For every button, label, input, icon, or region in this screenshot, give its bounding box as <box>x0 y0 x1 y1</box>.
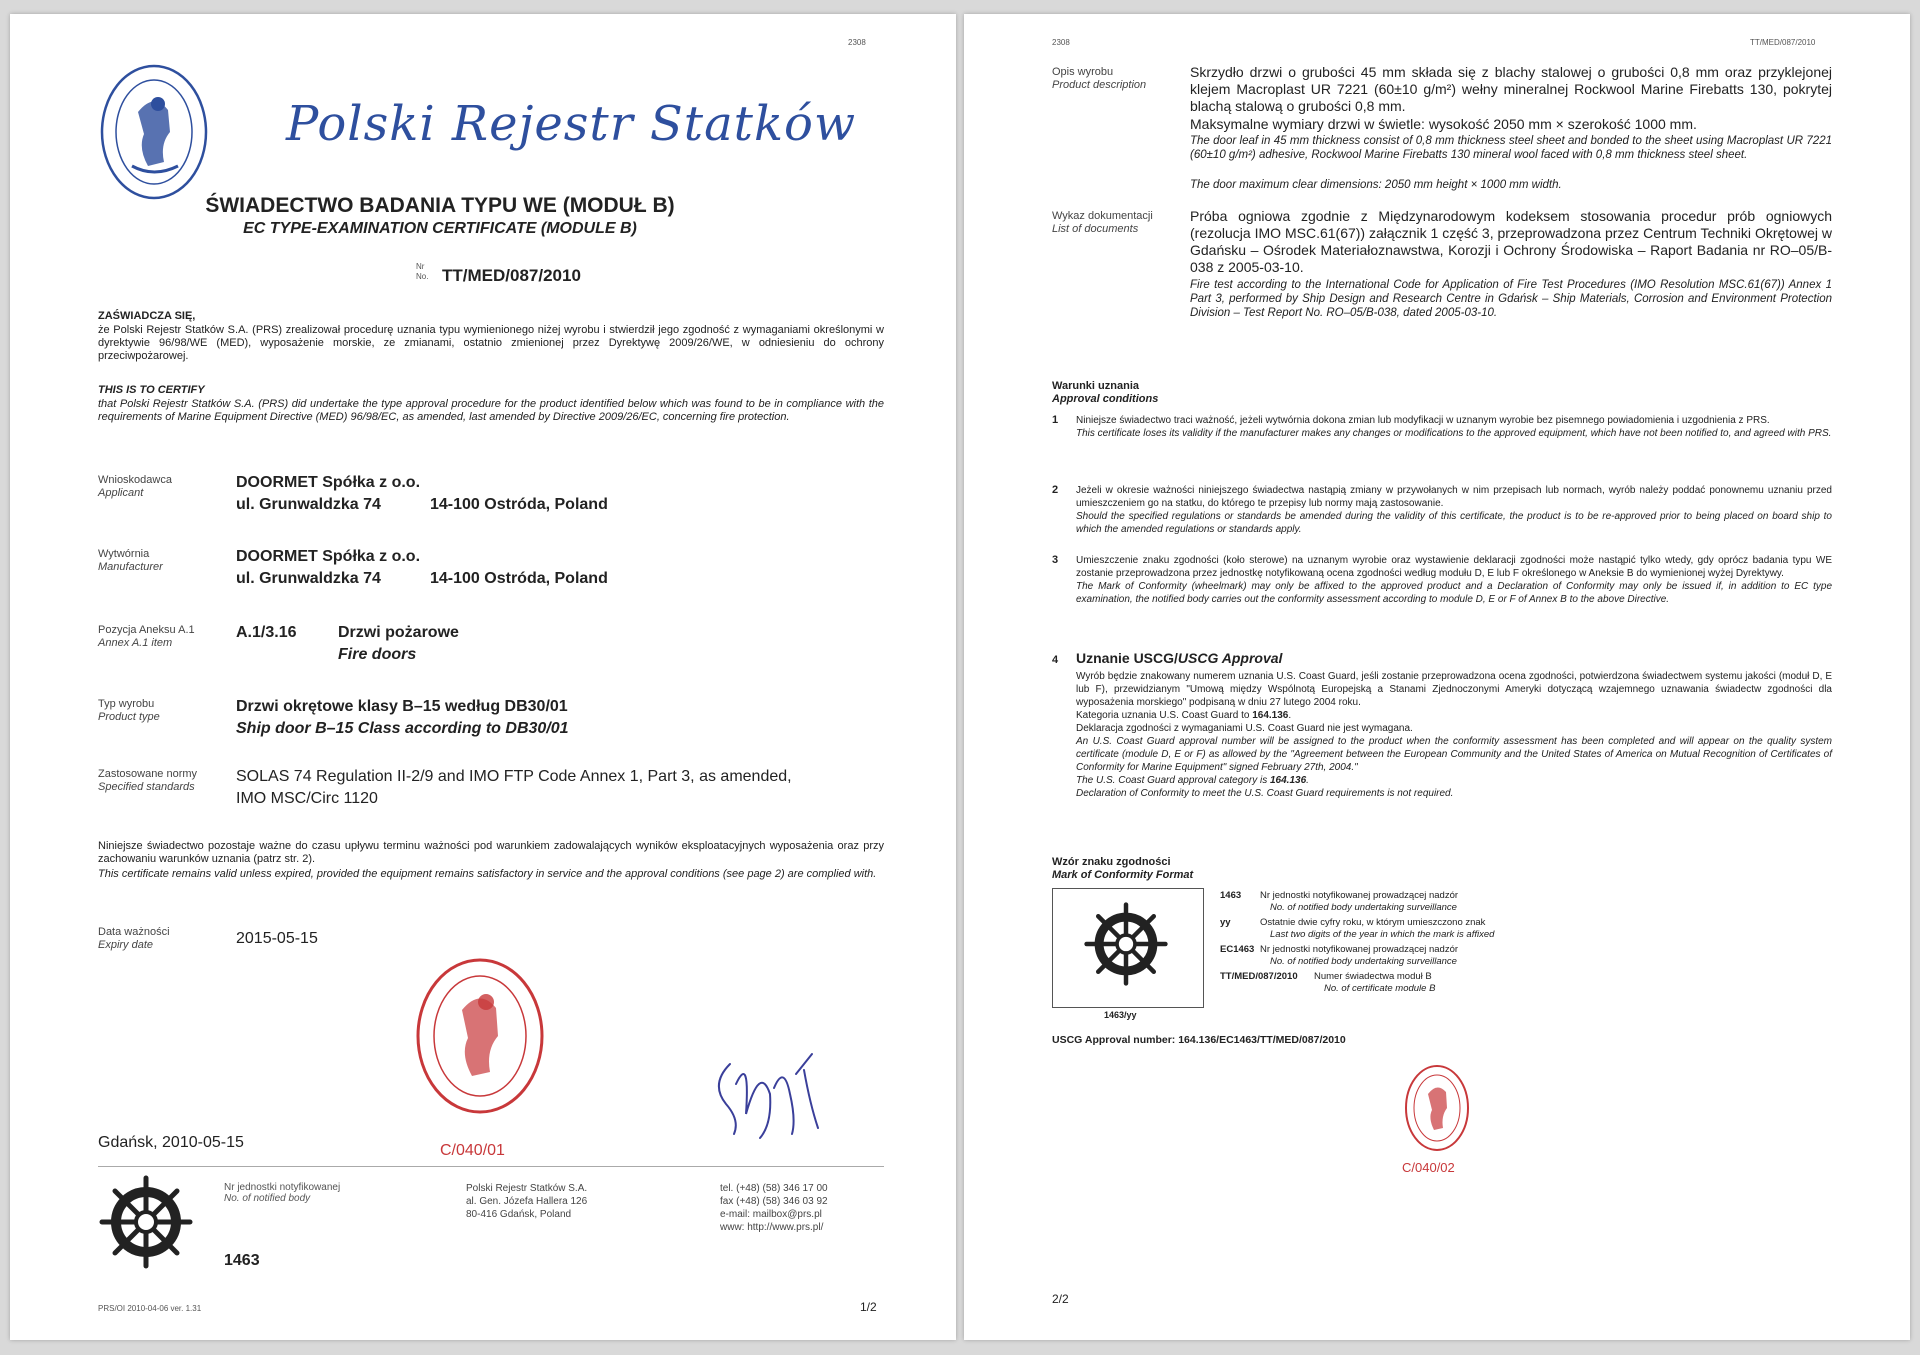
prs-seal-logo <box>98 62 210 202</box>
description-pl: Skrzydło drzwi o grubości 45 mm składa się z blachy stalowej o grubości 0,8 mm oraz przyklejonej klejem Macroplast UR 7221 (60±10 g/m²) wełny mineralnej Rockwool Marine Firebatts 130, pokrytej blachą stalową o grubości 0,8 mm. <box>1190 64 1832 114</box>
validity-pl: Niniejsze świadectwo pozostaje ważne do czasu upływu terminu ważności pod warunkiem zadowalających wyników eksploatacyjnych wyposażenia oraz przy zachowaniu warunków uznania (patrz str. 2). <box>98 840 884 865</box>
certify-en-text: that Polski Rejestr Statków S.A. (PRS) did undertake the type approval procedure for the product identified below which was found to be in compliance with the requirements of Marine Equipment Directive (MED) 96/98/EC, as amended, last amended by Directive 2009/26/EC, concerning fire protection. <box>98 398 884 423</box>
website-link[interactable]: www: http://www.prs.pl/ <box>720 1222 824 1233</box>
uscg-approval-number: USCG Approval number: 164.136/EC1463/TT/MED/087/2010 <box>1052 1034 1346 1046</box>
manufacturer-name: DOORMET Spółka z o.o. <box>236 548 421 565</box>
condition-1: Niniejsze świadectwo traci ważność, jeżeli wytwórnia dokona zmian lub modyfikacji w uznanym wyrobie bez pisemnego powiadomienia i uzgodnienia z PRS. This certificate loses its validity if the manufacturer makes any changes or modifications to the approved equipment, which have not been notified to, and agreed with PRS. <box>1076 415 1832 439</box>
product-type-label: Typ wyrobu Product type <box>98 698 160 723</box>
condition-2: Jeżeli w okresie ważności niniejszego świadectwa nastąpią zmiany w przywołanych w nim przepisach lub normach, wyrób należy poddać ponownemu uznaniu przed umieszczeniem go na statku, do którego te przepisy lub normy mają zastosowanie. Should the specified regulations or standards be amended during the validity of this certificate, the product is to be re-approved prior to being placed on board ship to which the amended regulations or standards apply. <box>1076 485 1832 535</box>
org-name-logotype: Polski Rejestr Statków <box>286 96 857 152</box>
certify-pl-heading: ZAŚWIADCZA SIĘ, <box>98 310 196 322</box>
expiry-label: Data ważności Expiry date <box>98 926 170 951</box>
standards-label: Zastosowane normy Specified standards <box>98 768 198 793</box>
wheelmark-icon <box>1083 901 1169 987</box>
uscg-text: Wyrób będzie znakowany numerem uznania U.S. Coast Guard, jeśli zostanie przeprowadzona ocena zgodności, potwierdzona świadectwem systemu jakości (moduł D, E lub F), przewidzianym "Umową między Wspólnotą Europejską a Stanami Zjednoczonymi Ameryki dotyczącą wzajemnego uznawania świadectw zgodności dla wyposażenia morskiego" podpisaną w dniu 27 lutego 2004 roku. Kategoria uznania U.S. Coast Guard to 164.136. Deklaracja zgodności z wymaganiami U.S. Coast Guard nie jest wymagana. An U.S. Coast Guard approval number will be assigned to the product when the conformity assessment has been completed and will appear on the quality system certificate (module D, E or F) as allowed by the "Agreement between the European Community and the United States of America on Mutual Recognition of Certificates of Conformity for Marine Equipment" signed February 27th, 2004." The U.S. Coast Guard approval category is 164.136. Declaration of Conformity to meet the U.S. Coast Guard requirements is not required. <box>1076 671 1832 799</box>
standards-line1: SOLAS 74 Regulation II-2/9 and IMO FTP Code Annex 1, Part 3, as amended, <box>236 768 792 785</box>
certify-en-heading: THIS IS TO CERTIFY <box>98 384 205 396</box>
notified-body-label: Nr jednostki notyfikowanej No. of notified body <box>224 1182 341 1204</box>
description-dims-pl: Maksymalne wymiary drzwi w świetle: wysokość 2050 mm × szerokość 1000 mm. <box>1190 116 1697 132</box>
title-en: EC TYPE-EXAMINATION CERTIFICATE (MODULE B) <box>243 220 637 237</box>
corner-code: 2308 <box>848 38 866 47</box>
condition-3: Umieszczenie znaku zgodności (koło sterowe) na uznanym wyrobie oraz wystawienie deklaracji zgodności może nastąpić tylko wtedy, gdy oprócz badania typu WE zostanie przeprowadzona przez jednostkę notyfikowaną ocena zgodności według modułu D, E lub F określonego w Aneksie B do wymienionej wyżej Dyrektywy. The Mark of Conformity (wheelmark) may only be affixed to the approved product and a Declaration of Conformity may only be issued if, in addition to EC type examination, the notified body carries out the conformity assessment according to module D, E or F of Annex B to the above Directive. <box>1076 555 1832 605</box>
signature <box>700 1024 840 1144</box>
applicant-city: 14-100 Ostróda, Poland <box>430 496 608 513</box>
annex-name-pl: Drzwi pożarowe <box>338 624 459 641</box>
product-type-en: Ship door B–15 Class according to DB30/01 <box>236 720 569 737</box>
applicant-label: Wnioskodawca Applicant <box>98 474 172 499</box>
documents-en: Fire test according to the International Code for Application of Fire Test Procedures (IMO Resolution MSC.61(67)) Annex 1 Part 3, performed by Ship Design and Research Centre in Gdańsk – Ship Materials, Corrosion and Environment Protection Division – Test Report No. RO–05/B-038, dated 2005-03-10. <box>1190 279 1832 319</box>
no-label: No. <box>416 272 429 281</box>
condition-2-number: 2 <box>1052 484 1059 496</box>
mark-caption: 1463/yy <box>1104 1010 1137 1020</box>
prs-contacts <box>720 1182 828 1234</box>
title-pl: ŚWIADECTWO BADANIA TYPU WE (MODUŁ B) <box>205 194 675 217</box>
place-date: Gdańsk, 2010-05-15 <box>98 1134 244 1151</box>
footer-divider <box>98 1166 884 1167</box>
cert-no-label <box>416 262 428 282</box>
wheelmark-icon <box>98 1174 194 1270</box>
page-number-2: 2/2 <box>1052 1292 1069 1306</box>
condition-4-number: 4 <box>1052 654 1059 666</box>
fax: fax (+48) (58) 346 03 92 <box>720 1196 828 1207</box>
condition-3-number: 3 <box>1052 554 1059 566</box>
documents-label: Wykaz dokumentacji List of documents <box>1052 210 1153 235</box>
certificate-page-1 <box>10 14 956 1340</box>
condition-1-number: 1 <box>1052 414 1059 426</box>
form-version: PRS/OI 2010-04-06 ver. 1.31 <box>98 1304 202 1313</box>
manufacturer-street: ul. Grunwaldzka 74 <box>236 570 381 587</box>
stamp-code: C/040/01 <box>440 1142 505 1159</box>
description-en: The door leaf in 45 mm thickness consist of 0,8 mm thickness steel sheet and bonded to the sheet using Macroplast UR 7221 (60±10 g/m²) adhesive, Rockwool Marine Firebatts 130 mineral wool faced with 0,8 mm thickness steel sheet. <box>1190 135 1832 161</box>
cert-number: TT/MED/087/2010 <box>442 266 581 285</box>
annex-name-en: Fire doors <box>338 646 417 663</box>
prs-red-stamp-small <box>1402 1062 1472 1154</box>
mark-format-box <box>1052 888 1204 1008</box>
stamp-code-2: C/040/02 <box>1402 1160 1455 1175</box>
notified-body-number: 1463 <box>224 1252 260 1269</box>
documents-pl: Próba ogniowa zgodnie z Międzynarodowym kodeksem stosowania procedur prób ogniowych (rezolucja IMO MSC.61(67)) załącznik 1 część 3, przeprowadzona przez Centrum Techniki Okrętowej w Gdańsku – Ośrodek Materiałoznawstwa, Korozji i Ochrony Środowiska – Raport Badania nr RO–05/B-038 z 2005-03-10. <box>1190 208 1832 275</box>
applicant-name: DOORMET Spółka z o.o. <box>236 474 421 491</box>
prs-address: Polski Rejestr Statków S.A. al. Gen. Józefa Hallera 126 80-416 Gdańsk, Poland <box>466 1183 588 1220</box>
annex-label: Pozycja Aneksu A.1 Annex A.1 item <box>98 624 195 649</box>
prs-red-stamp <box>410 954 550 1118</box>
conditions-heading: Warunki uznania Approval conditions <box>1052 380 1159 405</box>
product-type-pl: Drzwi okrętowe klasy B–15 według DB30/01 <box>236 698 568 715</box>
certificate-page-2 <box>964 14 1910 1340</box>
mark-legend: 1463 Nr jednostki notyfikowanej prowadzącej nadzór No. of notified body undertaking surveillance yy Ostatnie dwie cyfry roku, w którym umieszczono znak Last two digits of the year in which the mark is affixed EC1463 Nr jednostki notyfikowanej prowadzącej nadzór No. of notified body undertaking surveillance TT/MED/087/2010 Numer świadectwa moduł B No. of certificate module B <box>1220 890 1495 994</box>
uscg-heading: Uznanie USCG/USCG Approval <box>1076 650 1283 666</box>
email-link[interactable]: e-mail: mailbox@prs.pl <box>720 1209 822 1220</box>
applicant-street: ul. Grunwaldzka 74 <box>236 496 381 513</box>
description-label: Opis wyrobu Product description <box>1052 66 1147 91</box>
manufacturer-city: 14-100 Ostróda, Poland <box>430 570 608 587</box>
page-number: 1/2 <box>860 1300 877 1314</box>
corner-code-right: TT/MED/087/2010 <box>1750 38 1816 47</box>
nr-label: Nr <box>416 262 425 271</box>
annex-code: A.1/3.16 <box>236 624 297 641</box>
certify-pl-text: że Polski Rejestr Statków S.A. (PRS) zrealizował procedurę uznania typu wymienionego niżej wyrobu i stwierdził jego zgodność z wymaganiami określonymi w dyrektywie 96/98/WE (MED), wyposażenie morskie, ze zmianami, ostatnio zmienionej przez Dyrektywę 2009/26/WE, w odniesieniu do ochrony przeciwpożarowej. <box>98 324 884 362</box>
description-dims-en: The door maximum clear dimensions: 2050 mm height × 1000 mm width. <box>1190 179 1562 191</box>
phone: tel. (+48) (58) 346 17 00 <box>720 1183 828 1194</box>
manufacturer-label: Wytwórnia Manufacturer <box>98 548 163 573</box>
expiry-value: 2015-05-15 <box>236 930 318 947</box>
validity-en: This certificate remains valid unless expired, provided the equipment remains satisfactory in service and the approval conditions (see page 2) are complied with. <box>98 868 877 880</box>
standards-line2: IMO MSC/Circ 1120 <box>236 790 378 807</box>
corner-code-left: 2308 <box>1052 38 1070 47</box>
mark-heading: Wzór znaku zgodności Mark of Conformity Format <box>1052 856 1194 881</box>
